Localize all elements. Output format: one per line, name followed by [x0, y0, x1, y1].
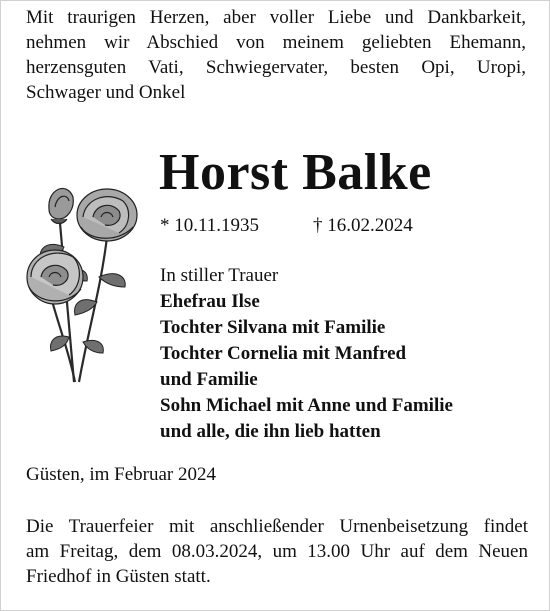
intro-line: Schwager und Onkel	[26, 82, 186, 103]
mourner-line: und alle, die ihn lieb hatten	[160, 421, 381, 442]
roses-icon	[19, 177, 139, 387]
service-line: am Freitag, dem 08.03.2024, um 13.00 Uhr auf dem Neuen	[26, 541, 528, 562]
mourner-line: Ehefrau Ilse	[160, 291, 260, 312]
mourners-lead: In stiller Trauer	[160, 265, 279, 286]
intro-line: herzensguten Vati, Schwiegervater, besten Opi, Uropi,	[26, 57, 526, 78]
intro-line: nehmen wir Abschied von meinem geliebten Ehemann,	[26, 32, 526, 53]
life-dates	[160, 214, 440, 238]
death-date: † 16.02.2024	[313, 215, 413, 236]
intro-line: Mit traurigen Herzen, aber voller Liebe und Dankbarkeit,	[26, 7, 526, 28]
mourner-line: Sohn Michael mit Anne und Familie	[160, 395, 453, 416]
service-line: Die Trauerfeier mit anschließender Urnenbeisetzung findet	[26, 516, 528, 537]
service-line: Friedhof in Güsten statt.	[26, 566, 211, 587]
intro-text	[26, 5, 526, 105]
mourners-block	[160, 263, 520, 445]
deceased-name: Horst Balke	[159, 144, 432, 201]
mourner-line: und Familie	[160, 369, 258, 390]
birth-date: * 10.11.1935	[160, 215, 260, 236]
service-info	[26, 514, 528, 589]
place-date: Güsten, im Februar 2024	[26, 464, 216, 485]
mourner-line: Tochter Silvana mit Familie	[160, 317, 386, 338]
mourner-line: Tochter Cornelia mit Manfred	[160, 343, 407, 364]
